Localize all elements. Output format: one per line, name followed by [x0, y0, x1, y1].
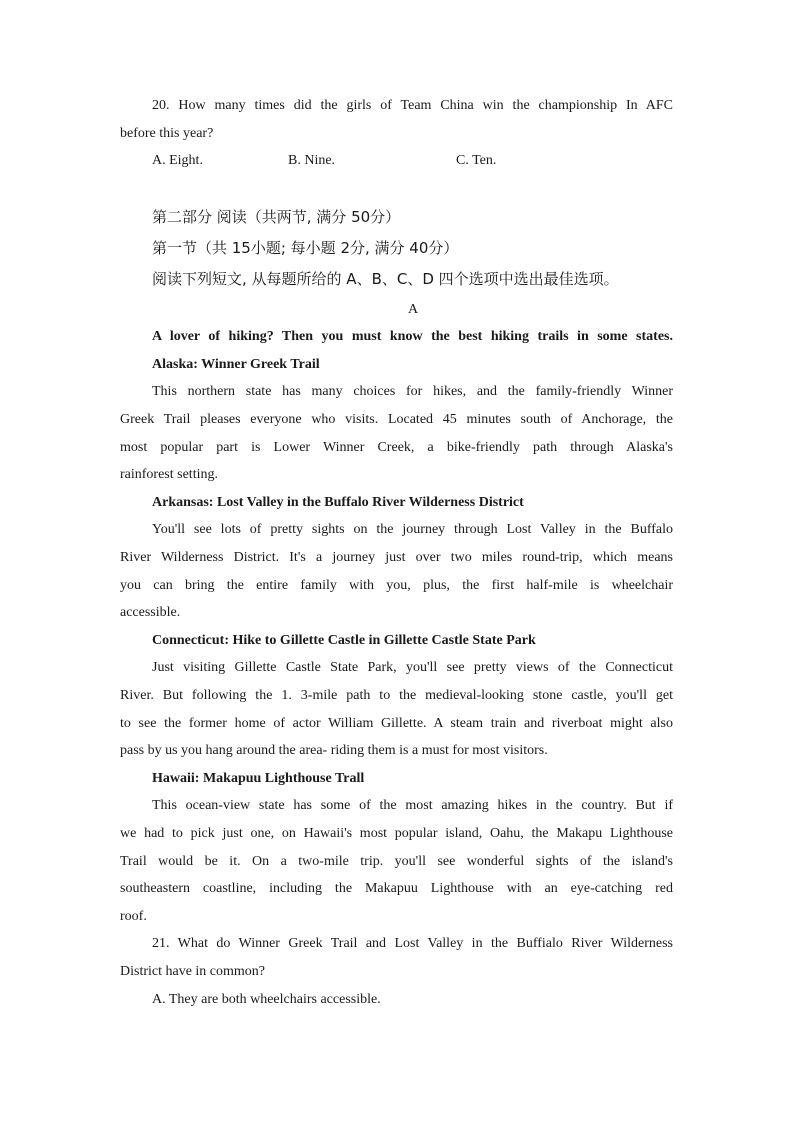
q20-option-b: B. Nine.: [288, 153, 336, 168]
q21-option-a: A. They are both wheelchairs accessible.: [152, 992, 381, 1007]
passage-intro: A lover of hiking? Then you must know the best hiking trails in some states.: [152, 329, 673, 344]
q20-stem-line-2: before this year?: [120, 126, 214, 141]
arkansas-line: River Wilderness District. It's a journey just over two miles round-trip, which means: [120, 550, 673, 565]
alaska-line: This northern state has many choices for hikes, and the family-friendly Winner: [152, 384, 673, 399]
hawaii-line: we had to pick just one, on Hawaii's most popular island, Oahu, the Makapu Lighthouse: [120, 826, 673, 841]
connecticut-line: pass by us you hang around the area- riding them is a must for most visitors.: [120, 743, 548, 758]
q21-stem-line-2: District have in common?: [120, 964, 266, 979]
alaska-line: rainforest setting.: [120, 467, 218, 482]
connecticut-line: River. But following the 1. 3-mile path to the medieval-looking stone castle, you'll get: [120, 688, 673, 703]
connecticut-line: to see the former home of actor William Gillette. A steam train and riverboat might also: [120, 716, 673, 731]
alaska-heading: Alaska: Winner Greek Trail: [152, 357, 320, 372]
section-instruction: 阅读下列短文, 从每题所给的 A、B、C、D 四个选项中选出最佳选项。: [152, 270, 619, 288]
hawaii-line: This ocean-view state has some of the most amazing hikes in the country. But if: [152, 798, 673, 813]
arkansas-heading: Arkansas: Lost Valley in the Buffalo River Wilderness District: [152, 495, 524, 510]
arkansas-line: accessible.: [120, 605, 181, 620]
arkansas-line: You'll see lots of pretty sights on the journey through Lost Valley in the Buffalo: [152, 522, 673, 537]
section-subtitle: 第一节（共 15小题; 每小题 2分, 满分 40分）: [152, 239, 459, 257]
q20-stem-line-1: 20. How many times did the girls of Team China win the championship In AFC: [152, 98, 673, 113]
hawaii-heading: Hawaii: Makapuu Lighthouse Trall: [152, 771, 365, 786]
connecticut-line: Just visiting Gillette Castle State Park, you'll see pretty views of the Connecticut: [152, 660, 673, 675]
connecticut-heading: Connecticut: Hike to Gillette Castle in Gillette Castle State Park: [152, 633, 536, 648]
arkansas-line: you can bring the entire family with you, plus, the first half-mile is wheelchair: [120, 578, 673, 593]
hawaii-line: Trail would be it. On a two-mile trip. you'll see wonderful sights of the island's: [120, 854, 673, 869]
q20-option-a: A. Eight.: [152, 153, 203, 168]
q21-stem-line-1: 21. What do Winner Greek Trail and Lost Valley in the Buffialo River Wilderness: [152, 936, 673, 951]
part-title: 第二部分 阅读（共两节, 满分 50分）: [152, 208, 401, 226]
hawaii-line: roof.: [120, 909, 147, 924]
q20-option-c: C. Ten.: [456, 153, 497, 168]
hawaii-line: southeastern coastline, including the Makapuu Lighthouse with an eye-catching red: [120, 881, 673, 896]
alaska-line: most popular part is Lower Winner Creek, a bike-friendly path through Alaska's: [120, 440, 673, 455]
alaska-line: Greek Trail pleases everyone who visits. Located 45 minutes south of Anchorage, the: [120, 412, 673, 427]
passage-label: A: [407, 302, 419, 317]
